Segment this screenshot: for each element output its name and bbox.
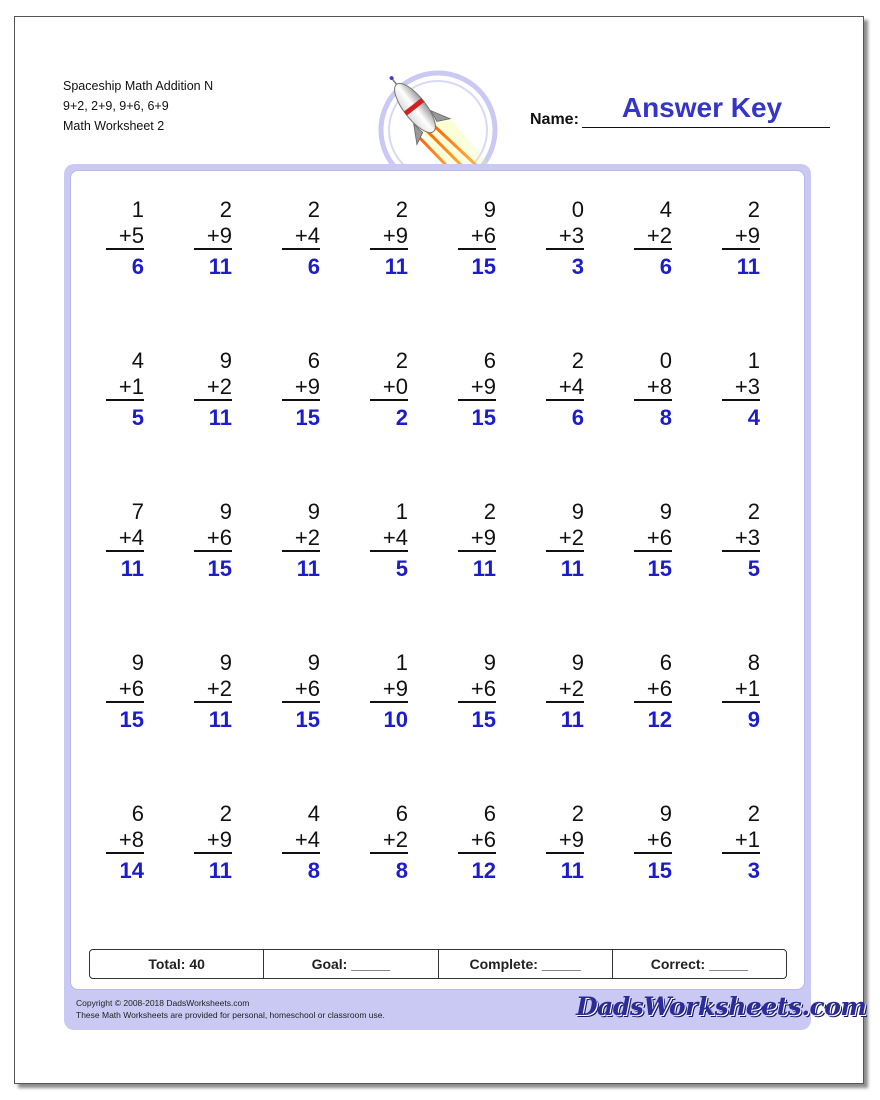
addend-top: 2: [307, 197, 320, 222]
addend-bottom: +3: [722, 525, 760, 552]
addition-problem: [722, 649, 760, 735]
answer-value: 5: [747, 556, 760, 581]
addition-problem: [194, 347, 232, 433]
addition-problem: [634, 498, 672, 584]
addition-problem: [546, 498, 584, 584]
addend-top: 2: [395, 197, 408, 222]
addition-problem: [370, 347, 408, 433]
addend-top: 4: [659, 197, 672, 222]
answer-value: 15: [647, 858, 672, 883]
addend-top: 9: [483, 197, 496, 222]
addend-bottom: +6: [282, 676, 320, 703]
addend-bottom: +4: [106, 525, 144, 552]
addition-problem: [282, 347, 320, 433]
copyright-text: Copyright © 2008-2018 DadsWorksheets.com: [76, 998, 250, 1008]
addend-top: 2: [571, 348, 584, 373]
addend-bottom: +9: [370, 223, 408, 250]
addition-problem: [458, 649, 496, 735]
addition-problem: [370, 649, 408, 735]
addition-problem: [282, 800, 320, 886]
addend-bottom: +0: [370, 374, 408, 401]
total-cell: Total: 40: [90, 950, 264, 978]
addend-top: 6: [483, 348, 496, 373]
addition-problem: [370, 196, 408, 282]
addition-problem: [634, 347, 672, 433]
addend-top: 1: [131, 197, 144, 222]
addend-top: 9: [571, 499, 584, 524]
answer-value: 6: [131, 254, 144, 279]
addition-problem: [722, 800, 760, 886]
addition-problem: [458, 800, 496, 886]
addend-bottom: +9: [458, 374, 496, 401]
answer-value: 15: [471, 254, 496, 279]
addend-bottom: +4: [282, 827, 320, 854]
addend-bottom: +9: [194, 223, 232, 250]
addend-bottom: +3: [546, 223, 584, 250]
addition-problem: [370, 498, 408, 584]
answer-value: 6: [571, 405, 584, 430]
addition-problem: [370, 800, 408, 886]
addend-top: 2: [747, 499, 760, 524]
addend-top: 9: [307, 499, 320, 524]
addend-top: 1: [395, 499, 408, 524]
addend-top: 9: [219, 650, 232, 675]
addend-bottom: +6: [458, 223, 496, 250]
addend-top: 2: [395, 348, 408, 373]
addend-top: 9: [571, 650, 584, 675]
answer-value: 11: [560, 556, 584, 581]
addend-top: 9: [659, 801, 672, 826]
copyright-block: [76, 997, 385, 1021]
addition-problem: [194, 800, 232, 886]
addition-problem: [546, 649, 584, 735]
addition-problem: [722, 196, 760, 282]
name-label: Name:: [530, 111, 579, 128]
addition-problem: [722, 498, 760, 584]
addend-bottom: +8: [634, 374, 672, 401]
addend-top: 2: [747, 801, 760, 826]
addend-top: 6: [659, 650, 672, 675]
addend-bottom: +4: [370, 525, 408, 552]
addition-problem: [458, 196, 496, 282]
addition-problem: [194, 196, 232, 282]
site-logo: DadsWorksheets.com: [576, 992, 867, 1021]
answer-value: 11: [208, 405, 232, 430]
worksheet-title: Spaceship Math Addition N: [63, 79, 214, 93]
answer-value: 11: [296, 556, 320, 581]
addend-top: 6: [483, 801, 496, 826]
addition-problem: [106, 196, 144, 282]
addend-top: 9: [483, 650, 496, 675]
answer-value: 11: [384, 254, 408, 279]
answer-value: 8: [307, 858, 320, 883]
addition-problem: [106, 498, 144, 584]
addend-top: 8: [747, 650, 760, 675]
addend-bottom: +9: [546, 827, 584, 854]
addend-top: 6: [395, 801, 408, 826]
addend-bottom: +6: [634, 676, 672, 703]
addend-top: 9: [131, 650, 144, 675]
goal-cell: Goal: _____: [264, 950, 438, 978]
addend-bottom: +2: [370, 827, 408, 854]
score-bar: [89, 949, 787, 979]
answer-value: 5: [395, 556, 408, 581]
addition-problem: [634, 196, 672, 282]
answer-value: 6: [659, 254, 672, 279]
addend-bottom: +2: [194, 374, 232, 401]
addend-bottom: +2: [634, 223, 672, 250]
usage-text: These Math Worksheets are provided for personal, homeschool or classroom use.: [76, 1010, 385, 1020]
addend-bottom: +5: [106, 223, 144, 250]
answer-value: 2: [395, 405, 408, 430]
addend-bottom: +9: [282, 374, 320, 401]
worksheet-header: [63, 76, 213, 136]
addend-top: 1: [747, 348, 760, 373]
answer-value: 6: [307, 254, 320, 279]
answer-value: 12: [647, 707, 672, 732]
answer-value: 11: [736, 254, 760, 279]
addition-problem: [546, 196, 584, 282]
answer-value: 12: [471, 858, 496, 883]
answer-value: 9: [747, 707, 760, 732]
addition-problem: [634, 800, 672, 886]
worksheet-subtitle: Math Worksheet 2: [63, 119, 165, 133]
addend-bottom: +6: [458, 676, 496, 703]
addition-problem: [194, 498, 232, 584]
answer-value: 15: [647, 556, 672, 581]
answer-value: 15: [119, 707, 144, 732]
addition-problem: [546, 800, 584, 886]
addition-problem: [458, 347, 496, 433]
addend-bottom: +9: [370, 676, 408, 703]
addend-bottom: +6: [634, 827, 672, 854]
answer-value: 11: [208, 254, 232, 279]
addend-bottom: +6: [458, 827, 496, 854]
answer-value: 15: [295, 707, 320, 732]
addend-top: 1: [395, 650, 408, 675]
correct-cell: Correct: _____: [650, 956, 749, 972]
addend-bottom: +2: [282, 525, 320, 552]
addend-top: 9: [307, 650, 320, 675]
addend-top: 9: [659, 499, 672, 524]
addend-bottom: +1: [722, 827, 760, 854]
addition-problem: [194, 649, 232, 735]
addend-top: 9: [219, 499, 232, 524]
addend-bottom: +6: [194, 525, 232, 552]
addition-problem: [106, 347, 144, 433]
complete-cell: Complete: _____: [439, 950, 613, 978]
addend-bottom: +8: [106, 827, 144, 854]
addition-problem: [106, 649, 144, 735]
addend-top: 2: [747, 197, 760, 222]
answer-value: 14: [119, 858, 144, 883]
addend-top: 0: [659, 348, 672, 373]
addend-bottom: +3: [722, 374, 760, 401]
addend-bottom: +4: [546, 374, 584, 401]
answer-value: 15: [207, 556, 232, 581]
addition-problem: [282, 649, 320, 735]
addend-top: 0: [571, 197, 584, 222]
answer-value: 11: [560, 858, 584, 883]
addend-bottom: +6: [634, 525, 672, 552]
answer-value: 5: [131, 405, 144, 430]
addend-bottom: +6: [106, 676, 144, 703]
addend-bottom: +9: [722, 223, 760, 250]
addition-problem: [722, 347, 760, 433]
addition-problem: [458, 498, 496, 584]
addition-problem: [634, 649, 672, 735]
addend-top: 4: [131, 348, 144, 373]
addend-bottom: +4: [282, 223, 320, 250]
addend-bottom: +2: [546, 676, 584, 703]
answer-value: 15: [471, 405, 496, 430]
addend-bottom: +2: [194, 676, 232, 703]
name-line: [582, 127, 830, 128]
addend-top: 4: [307, 801, 320, 826]
addend-bottom: +9: [458, 525, 496, 552]
addend-top: 2: [483, 499, 496, 524]
addition-problem: [106, 800, 144, 886]
answer-value: 4: [747, 405, 760, 430]
addend-bottom: +9: [194, 827, 232, 854]
addition-problem: [282, 196, 320, 282]
answer-value: 11: [120, 556, 144, 581]
answer-value: 11: [208, 858, 232, 883]
addition-problem: [546, 347, 584, 433]
worksheet-facts: 9+2, 2+9, 9+6, 6+9: [63, 99, 169, 113]
answer-value: 11: [472, 556, 496, 581]
answer-value: 8: [659, 405, 672, 430]
answer-value: 11: [208, 707, 232, 732]
addend-bottom: +2: [546, 525, 584, 552]
addition-problem: [282, 498, 320, 584]
answer-value: 10: [383, 707, 408, 732]
addend-bottom: +1: [722, 676, 760, 703]
answer-value: 8: [395, 858, 408, 883]
addend-top: 9: [219, 348, 232, 373]
answer-value: 11: [560, 707, 584, 732]
answer-key-text: Answer Key: [621, 92, 783, 123]
answer-value: 3: [747, 858, 760, 883]
addend-top: 2: [219, 197, 232, 222]
addend-top: 6: [307, 348, 320, 373]
answer-value: 3: [571, 254, 584, 279]
addend-top: 7: [131, 499, 144, 524]
problem-area: [70, 170, 805, 990]
addend-top: 2: [571, 801, 584, 826]
addend-bottom: +1: [106, 374, 144, 401]
addend-top: 2: [219, 801, 232, 826]
answer-value: 15: [471, 707, 496, 732]
answer-value: 15: [295, 405, 320, 430]
addend-top: 6: [131, 801, 144, 826]
